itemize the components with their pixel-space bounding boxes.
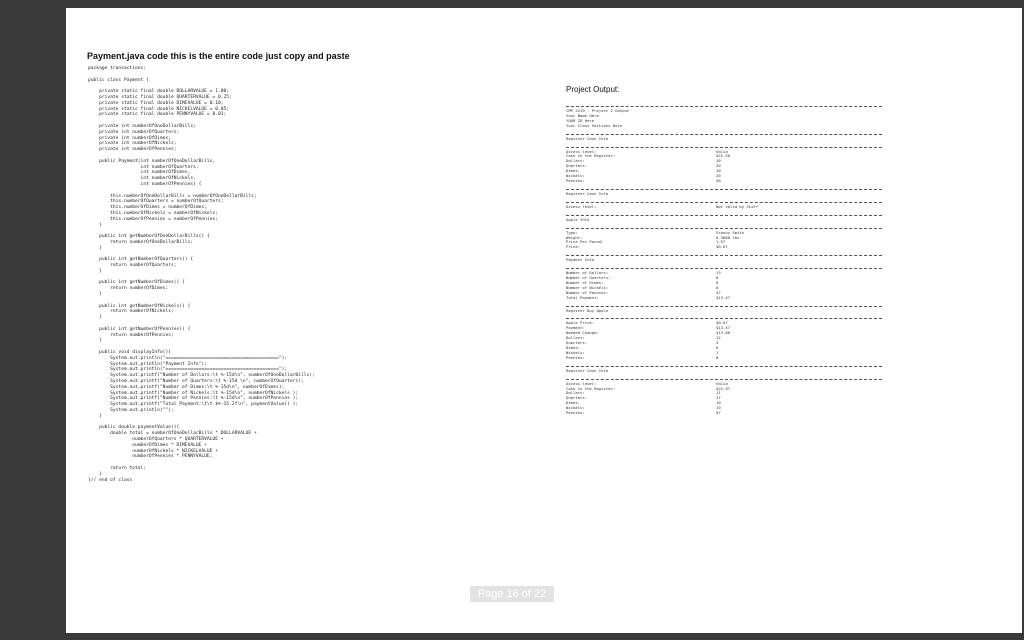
output-value: $12.80	[716, 330, 731, 336]
output-value	[716, 124, 882, 129]
page-indicator: Page 16 of 22	[470, 586, 554, 602]
output-block	[566, 134, 882, 142]
output-label: Number of Pennies:	[566, 289, 609, 295]
output-label: Weight:	[566, 234, 583, 240]
output-value: 0.3888 lbs	[716, 234, 740, 240]
output-row	[566, 218, 882, 223]
output-row	[566, 192, 882, 197]
output-value: 47	[716, 289, 721, 295]
output-block	[566, 215, 882, 223]
dashed-divider	[566, 366, 882, 367]
output-label: Access level:	[566, 380, 597, 386]
output-label: Dimes:	[566, 168, 581, 174]
console-output	[566, 105, 882, 421]
output-label: CMP 2219 - Project 2 Output	[566, 108, 630, 113]
output-label: Number of Nickels:	[566, 284, 609, 290]
output-value	[716, 218, 882, 223]
output-label: Pennies:	[566, 410, 585, 416]
output-label: Pennies:	[566, 354, 585, 360]
output-row	[566, 411, 882, 416]
output-label: Dollars:	[566, 390, 585, 396]
output-block	[566, 147, 882, 184]
output-block	[566, 366, 882, 374]
output-label: Price:	[566, 244, 581, 250]
output-row	[566, 309, 882, 314]
dashed-divider	[566, 306, 882, 307]
output-label: Price Per Pound:	[566, 239, 604, 245]
output-row	[566, 137, 882, 142]
output-label: Payment Info	[566, 257, 595, 263]
output-value: 17	[716, 395, 721, 401]
output-value	[716, 137, 882, 142]
output-label: Cash in the Register:	[566, 385, 616, 391]
output-label: Register Cash Info	[566, 367, 609, 373]
output-value: 19	[716, 405, 721, 411]
output-block	[566, 106, 882, 129]
output-label: Nickels:	[566, 349, 585, 355]
output-value: $22.97	[716, 385, 731, 391]
output-block	[566, 318, 882, 360]
output-label: Apple Info	[566, 216, 590, 222]
output-value: $0.67	[716, 320, 728, 326]
output-value: 1	[716, 349, 719, 355]
output-label: Needed Change:	[566, 330, 599, 336]
output-block	[566, 189, 882, 197]
output-value: Granny Smith	[716, 229, 745, 235]
output-value: 20	[716, 163, 721, 169]
output-row	[566, 124, 882, 129]
dashed-divider	[566, 189, 882, 190]
output-block	[566, 268, 882, 300]
output-row	[566, 369, 882, 374]
output-row	[566, 356, 882, 361]
output-label: Dollars:	[566, 158, 585, 164]
output-label: Quarters:	[566, 163, 588, 169]
output-value: Valid	[716, 148, 728, 154]
output-row	[566, 245, 882, 250]
output-label: Your Class Sections Here	[566, 122, 623, 128]
output-label: Payment:	[566, 325, 585, 331]
dashed-divider	[566, 106, 882, 107]
output-label: Nickels:	[566, 405, 585, 411]
output-value: 0	[716, 345, 719, 350]
output-value: 97	[716, 410, 721, 416]
output-value	[716, 309, 882, 314]
java-code-block: package transactions; public class Payment { private static final double DOLLARVALUE = 1.00; private static final double QUARTERVALUE = 0.25; private static final double DIMEVALUE = 0.10; private static final double NICKELVALUE = 0.05; private static final double PENNYVALUE = 0.01; private int numberOfOneDollarBills; private int numberOfQuarters; private int numberOfDimes; private int numberOfNickels; private int numberOfPennies; public Payment(int numberOfOneDollarBills, int numberOfQuarters, int numberOfDimes, int numberOfNickels, int numberOfPennies) { this.numberOfOneDollarBills = numberOfOneDollarBills; this.numberOfQuarters = numberOfQuarters; this.numberOfDimes = numberOfDimes; this.numberOfNickels = numberOfNickels; this.numberOfPennies = numberOfPennies; } public int getNumberOfOneDollarBills() { return numberOfOneDollarBills; } public int getNumberOfQuarters() { return numberOfQuarters; } public int getNumberOfDimes() { return numberOfDimes; } public int getNumberOfNickels() { return numberOfNickels; } public int getNumberOfPennies() { return numberOfPennies; } public void displayInfo(){ System.out.println("========================================="); System.out.println("Payment Info"); System.out.println("========================================="); System.out.printf("Number of Dollars:\t %-15d\n", numberOfOneDollarBills); System.out.printf("Number of Quarters:\t %-15d \n", numberOfQuarters); System.out.printf("Number of Dimes:\t %-15d\n", numberOfDimes); System.out.printf("Number of Nickels:\t %-15d\n", numberOfNickels ); System.out.printf("Number of Pennies:\t %-15d\n", numberOfPennies ); System.out.printf("Total Payment:\t\t $%-15.2f\n", paymentValue() ); System.out.println(""); } public double paymentValue(){ double total = numberOfOneDollarBills * DOLLARVALUE + numberOfQuarters * QUARTERVALUE + numberOfDimes * DIMEVALUE + numberOfNickels * NICKELVALUE + numberOfPennies * PENNYVALUE; return total; } }// end of class	[88, 66, 315, 483]
output-value: 0	[716, 275, 719, 281]
output-label: Apple Price:	[566, 320, 595, 326]
output-value	[716, 258, 882, 263]
output-value	[716, 369, 882, 374]
output-block	[566, 202, 882, 210]
output-value: 11	[716, 390, 721, 396]
document-page	[66, 8, 1022, 633]
dashed-divider	[566, 202, 882, 203]
output-row	[566, 296, 882, 301]
output-row	[566, 179, 882, 184]
output-value: 10	[716, 400, 721, 406]
output-value: $0.67	[716, 244, 728, 250]
output-label: Total Payment:	[566, 294, 599, 300]
output-label: Register Cash Info	[566, 190, 609, 196]
output-label: Cash in the Register:	[566, 153, 616, 159]
dashed-divider	[566, 147, 882, 148]
output-label: Pennies:	[566, 177, 585, 183]
output-label: Type:	[566, 229, 578, 235]
output-label: Dimes:	[566, 400, 581, 406]
output-value: Valid	[716, 380, 728, 386]
output-label: Your Name Here	[566, 112, 599, 118]
output-value: 13	[716, 270, 721, 276]
dashed-divider	[566, 255, 882, 256]
output-label: Register Cash Info	[566, 135, 609, 141]
output-value: 10	[716, 168, 721, 174]
output-block	[566, 228, 882, 251]
output-value: 0	[716, 354, 719, 360]
output-label: Number of Dimes:	[566, 279, 604, 285]
dashed-divider	[566, 318, 882, 319]
project-output-heading: Project Output:	[566, 85, 620, 94]
output-label: YOUR ID Here	[566, 117, 595, 123]
dashed-divider	[566, 379, 882, 380]
output-block	[566, 255, 882, 263]
output-row	[566, 205, 882, 210]
output-value: $22.50	[716, 153, 731, 159]
output-label: Quarters:	[566, 395, 588, 401]
dashed-divider	[566, 228, 882, 229]
output-label: Nickels:	[566, 173, 585, 179]
output-row	[566, 258, 882, 263]
output-label: Quarters:	[566, 340, 588, 346]
output-value: 20	[716, 173, 721, 179]
output-value: 3	[716, 340, 719, 346]
output-value: $13.47	[716, 325, 731, 331]
output-block	[566, 306, 882, 314]
output-value: 0	[716, 279, 719, 285]
output-label: Dimes:	[566, 345, 581, 350]
document-heading: Payment.java code this is the entire code just copy and paste	[87, 51, 350, 61]
output-label: Register Buy Apple	[566, 307, 609, 313]
dashed-divider	[566, 134, 882, 135]
output-value	[716, 192, 882, 197]
output-label: Dollars:	[566, 335, 585, 341]
output-value: 50	[716, 177, 721, 183]
output-label: Number of Dollars:	[566, 270, 609, 276]
output-value: Not valid by Staff	[716, 203, 759, 209]
output-label: Access level:	[566, 148, 597, 154]
dashed-divider	[566, 268, 882, 269]
dashed-divider	[566, 215, 882, 216]
output-value: 12	[716, 335, 721, 341]
output-value: 1.57	[716, 239, 726, 245]
output-value: 10	[716, 158, 721, 164]
output-label: Number of Quarters:	[566, 275, 611, 281]
output-label: Access level:	[566, 203, 597, 209]
output-value: $13.47	[716, 294, 731, 300]
output-block	[566, 379, 882, 416]
output-value: 0	[716, 284, 719, 290]
